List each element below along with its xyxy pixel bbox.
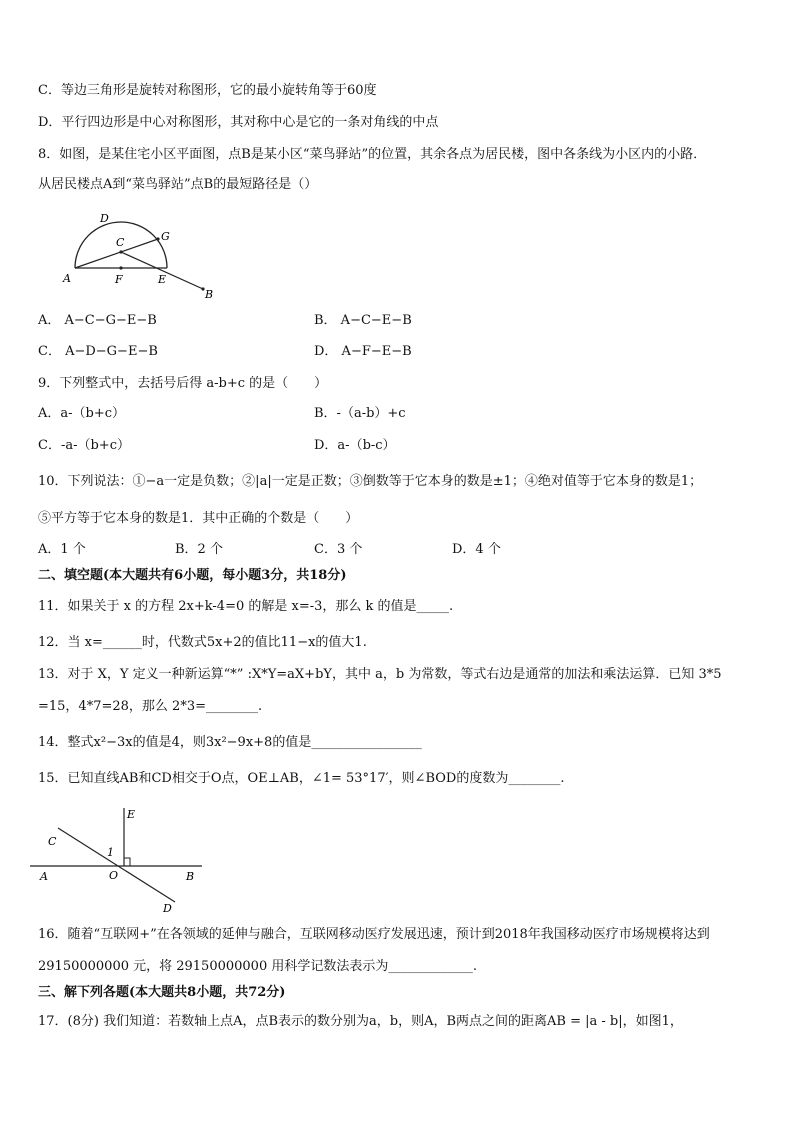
q8-label-a: A (63, 272, 71, 285)
section-2-heading: 二、填空题(本大题共有6小题，每小题3分，共18分) (38, 568, 347, 583)
q15-label-b: B (186, 870, 195, 883)
question-9-text: 9．下列整式中，去括号后得 a-b+c 的是（ ） (38, 376, 328, 391)
question-16-text-cont: 29150000000 元，将 29150000000 用科学记数法表示为_____________. (38, 959, 477, 974)
option-d-q7: D．平行四边形是中心对称图形，其对称中心是它的一条对角线的中点 (38, 115, 439, 130)
q9-option-b: B．-（a-b）+c (314, 406, 406, 421)
question-8-text-cont: 从居民楼点A到“菜鸟驿站”点B的最短路径是（） (38, 177, 318, 192)
q10-option-b: B．2 个 (175, 542, 223, 557)
question-16-text: 16．随着“互联网+”在各领域的延伸与融合，互联网移动医疗发展迅速，预计到2018年我国移动医疗市场规模将达到 (38, 927, 710, 942)
q15-line-cd (58, 828, 175, 902)
q8-point-f (119, 266, 122, 269)
q8-option-d: D． A−F−E−B (314, 344, 412, 359)
question-15-text: 15．已知直线AB和CD相交于O点，OE⊥AB，∠1= 53°17′，则∠BOD的度数为________. (38, 771, 565, 786)
q15-label-c: C (48, 835, 57, 848)
q15-label-d: D (163, 902, 172, 915)
q8-label-e: E (158, 273, 167, 286)
q10-option-c: C．3 个 (314, 542, 363, 557)
q8-point-g (156, 237, 159, 240)
q8-label-b: B (205, 288, 214, 301)
q8-label-c: C (116, 236, 125, 249)
question-14-text: 14．整式x²−3x的值是4，则3x²−9x+8的值是_________________ (38, 735, 422, 750)
q10-option-a: A．1 个 (38, 542, 86, 557)
q8-label-g: G (161, 230, 170, 243)
question-8-text: 8．如图，是某住宅小区平面图，点B是某小区“菜鸟驿站”的位置，其余各点为居民楼，图中各条线为小区内的小路． (38, 147, 707, 162)
q9-option-c: C．-a-（b+c） (38, 438, 130, 453)
q8-label-d: D (100, 212, 109, 225)
question-10-text-cont: ⑤平方等于它本身的数是1．其中正确的个数是（ ） (38, 511, 359, 526)
question-17-text: 17．(8分) 我们知道：若数轴上点A，点B表示的数分别为a，b，则A，B两点之间的距离AB = |a - b|，如图1， (38, 1014, 683, 1029)
q8-figure (55, 206, 220, 301)
q8-point-c (119, 250, 122, 253)
question-13-text: 13．对于 X，Y 定义一种新运算“*” :X*Y=aX+bY，其中 a，b 为常数，等式右边是通常的加法和乘法运算．已知 3*5 (38, 667, 722, 682)
q15-label-o: O (109, 869, 119, 882)
q15-angle-label: 1 (107, 846, 114, 859)
q9-option-a: A．a-（b+c） (38, 406, 126, 421)
q9-option-d: D．a-（b-c） (314, 438, 396, 453)
section-3-heading: 三、解下列各题(本大题共8小题，共72分) (38, 985, 286, 1000)
q15-right-angle-mark (124, 858, 130, 866)
q8-option-a: A． A−C−G−E−B (38, 313, 157, 328)
q8-label-f: F (115, 273, 123, 286)
question-10-text: 10．下列说法：①−a一定是负数；②|a|一定是正数；③倒数等于它本身的数是±1；④绝对值等于它本身的数是1； (38, 474, 703, 489)
question-13-text-cont: =15，4*7=28，那么 2*3=________. (38, 699, 263, 714)
q8-option-b: B． A−C−E−B (314, 313, 412, 328)
option-c-q7: C．等边三角形是旋转对称图形，它的最小旋转角等于60度 (38, 83, 377, 98)
q15-label-a: A (40, 870, 48, 883)
q8-option-c: C． A−D−G−E−B (38, 344, 158, 359)
q10-option-d: D．4 个 (452, 542, 501, 557)
q15-figure (30, 800, 220, 915)
question-12-text: 12．当 x=______时，代数式5x+2的值比11−x的值大1. (38, 635, 367, 650)
question-11-text: 11．如果关于 x 的方程 2x+k-4=0 的解是 x=-3，那么 k 的值是_____. (38, 599, 454, 614)
q15-label-e: E (127, 808, 136, 821)
